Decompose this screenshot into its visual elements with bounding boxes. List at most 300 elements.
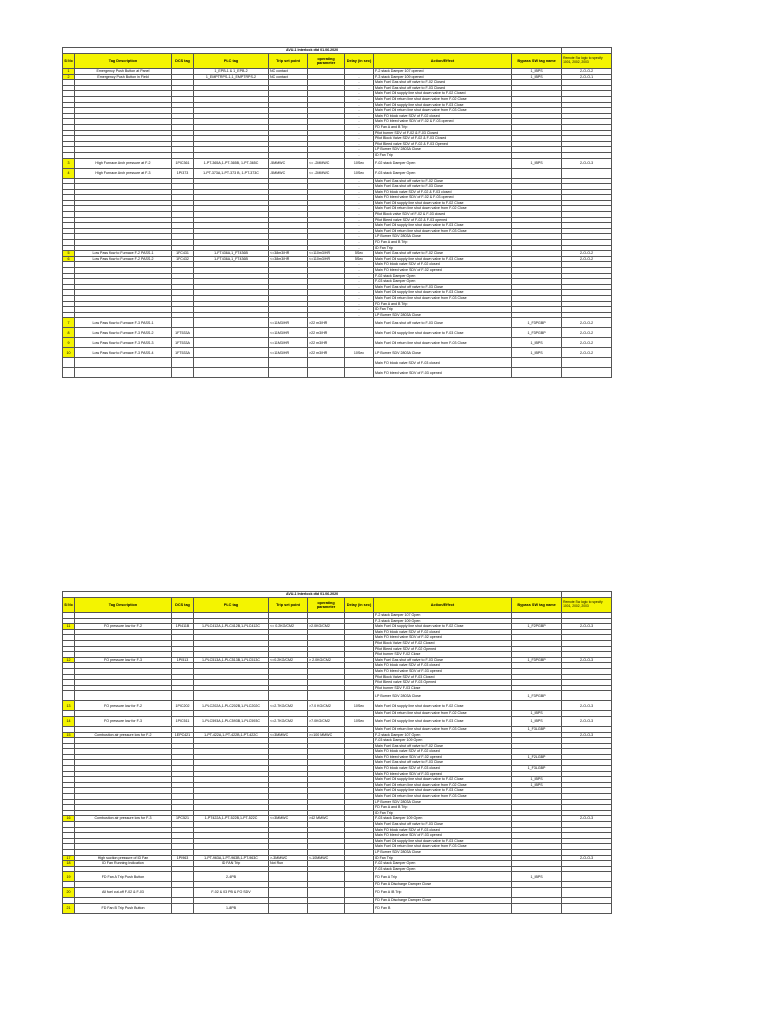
cell-action: Pilot Block Valve SDV of F-03 Closed [374,674,512,680]
cell-delay: - [345,240,374,246]
cell-operating-parameter: <-10MMWC [308,855,345,861]
cell-bypass: 1_IBPS [512,777,562,783]
table-row [63,701,612,711]
cell-remote [562,358,612,368]
cell-bypass: 1_IBPS [512,74,562,80]
cell-remote: 2-O-O-3 [562,716,612,726]
cell-action: Main FO bleed valve SDV of F-03 opened [374,833,512,839]
cell-action: Main Fuel Oil return line shut down valve from F-03 Close [374,295,512,301]
cell-tag-description: High Furnace Arch pressure at F-2 [75,158,172,168]
cell-delay: - [345,273,374,279]
cell-sr: 4 [63,168,75,178]
cell-delay: - [345,152,374,158]
table-row [63,338,612,348]
col-action: Action/Effect [374,598,512,613]
cell-sr: 17 [63,855,75,861]
cell-bypass: 1_IBPS [512,338,562,348]
cell-action: Pilot Bleed valve SDV of F-02 & F-03 opened [374,217,512,223]
cell-delay: 10Sec [345,716,374,726]
cell-delay: 10Sec [345,348,374,358]
cell-dcs-tag [172,872,194,882]
cell-action: Main Fuel Oil return line shut down valve from F-03 Close [374,726,512,732]
cell-action: F-03 stack Damper 109 Open [374,738,512,744]
cell-action: FD Fan A /B Trip [374,887,512,897]
cell-action: Main Fuel Oil return line shut down valve from F-02 Close [374,206,512,212]
cell-tag-description: Emergency Push Button in Field [75,74,172,80]
cell-remote [562,368,612,378]
col-remote: Remote Sw logic to specify 1001, 2002, 2003 [562,598,612,613]
interlock-sheet-2 [62,591,611,914]
cell-remote: 2-O-O-2 [562,318,612,328]
cell-tag-description: FO pressure low for F-2 [75,701,172,711]
cell-action: F-3 stack Damper 109 opened [374,74,512,80]
cell-tag-description: Low Pass flow to Furnace F-2 PASS-2 [75,256,172,262]
cell-delay [345,691,374,701]
cell-tag-description: Low Pass flow to Furnace F-3 PASS-4 [75,348,172,358]
col-delay: Delay (in sec) [345,54,374,69]
cell-tag-description: Low Pass flow to Furnace F-2 PASS-1 [75,251,172,257]
cell-delay [345,318,374,328]
cell-delay: - [345,189,374,195]
table-row [63,328,612,338]
cell-dcs-tag: 1EPC421 [172,732,194,738]
cell-dcs-tag: 1PI373 [172,168,194,178]
cell-action: Main Fuel Oil return line shut down valve from F-02 Close [374,711,512,717]
cell-plc-tag: 1-PLC513A,1-PLC513B,1-PLC513C [194,657,269,663]
cell-remote [562,887,612,897]
cell-remote [562,872,612,882]
col-remote: Remote Sw logic to specify 1001, 2002, 2003 [562,54,612,69]
cell-sr: 19 [63,872,75,882]
cell-action: F-02 stack Damper Open [374,158,512,168]
cell-bypass: 1_IBPS [512,69,562,75]
cell-action: FD Fan A and B Trip [374,124,512,130]
cell-action: Main FO block valve SDV of F-03 closed [374,358,512,368]
cell-action: Main Fuel Gas shut off valve to F-03 Closed [374,85,512,91]
cell-dcs-tag: 1FT533A [172,348,194,358]
table-body [63,69,612,378]
cell-sr: 12 [63,657,75,663]
cell-action: Main FO bleed valve SDV of F-03 opened [374,368,512,378]
cell-trip-set-point: <=11M3/HR [269,348,308,358]
cell-dcs-tag: 1PIC202 [172,701,194,711]
cell-plc-tag: 2-4PB [194,872,269,882]
cell-trip-set-point: <=2.7KG/CM2 [269,701,308,711]
cell-tag-description [75,368,172,378]
cell-bypass [512,887,562,897]
cell-operating-parameter: >2.0KG/CM2 [308,624,345,630]
cell-dcs-tag: 1FC432 [172,256,194,262]
cell-plc-tag: 1_EMPTRPS-1,1_EMPTRPS-2 [194,74,269,80]
cell-operating-parameter: >22 m3/HR [308,328,345,338]
cell-delay: - [345,245,374,251]
cell-operating-parameter: >7.0 KG/CM2 [308,701,345,711]
cell-action: Pilot burner SDV of F-02 & F-03 Closed [374,130,512,136]
cell-delay [345,328,374,338]
cell-operating-parameter [308,368,345,378]
cell-action: Main Fuel Oil return line shut down valve from F-03 Close [374,338,512,348]
cell-action: Main FO block valve SDV of F-02 closed [374,113,512,119]
col-delay: Delay (in sec) [345,598,374,613]
cell-bypass [512,903,562,913]
col-operating-parameter: operating parameter [308,54,345,69]
cell-delay: - [345,130,374,136]
table-row [63,691,612,701]
cell-tag-description: Low Pass flow to Furnace F-3 PASS-1 [75,318,172,328]
cell-tag-description: FD Fan B Trip Push Button [75,903,172,913]
cell-action: Pilot Block Valve SDV of F-02 & F-03 Closed [374,136,512,142]
col-tag-description: Tag Description [75,54,172,69]
interlock-table [62,47,612,378]
cell-action: Main Fuel Oil return line shut down valve from F-02 Close [374,96,512,102]
cell-plc-tag: 1-PT-422A,1-PT-422B,1-PT-422C [194,732,269,738]
cell-action: Main FO block valve SDV of F-03 closed [374,827,512,833]
cell-action: Main Fuel Gas shut off valve to F-02 Close [374,743,512,749]
cell-operating-parameter: >22 m3/HR [308,338,345,348]
cell-dcs-tag: 1PI513 [172,657,194,663]
cell-bypass: 1_F3PGBP [512,657,562,663]
cell-delay: - [345,119,374,125]
cell-action: Main Fuel Gas shut off valve to F-02 Close [374,178,512,184]
cell-trip-set-point [269,887,308,897]
cell-action: Main Fuel Oil supply line shut down valve to F-02 Closed [374,91,512,97]
cell-action: F-02 stack Damper Open [374,273,512,279]
cell-dcs-tag [172,318,194,328]
cell-action: FD Fan A and B Trip [374,805,512,811]
cell-operating-parameter [308,358,345,368]
cell-operating-parameter: <= -2MMWC [308,158,345,168]
col-dcs-tag: DCS tag [172,54,194,69]
cell-tag-description: Combustion air pressure low for F-3 [75,816,172,822]
cell-plc-tag: 1-PLC412A,1-PLC412B,1-PLC412C [194,624,269,630]
cell-trip-set-point: >-3MMWC [269,855,308,861]
cell-plc-tag: 1-FT436A,1_FT436B [194,251,269,257]
cell-bypass: 1_F3PGBP [512,691,562,701]
cell-tag-description: Low Pass flow to Furnace F-3 PASS-3 [75,338,172,348]
col-sr: Sl No [63,54,75,69]
cell-trip-set-point: Not Run [269,861,308,867]
cell-action: FD Fan B [374,903,512,913]
table-row [63,368,612,378]
cell-delay: - [345,85,374,91]
table-row [63,872,612,882]
cell-bypass: 1_IBPS [512,782,562,788]
cell-tag-description: FO pressure low for F-3 [75,716,172,726]
cell-delay [345,872,374,882]
col-action: Action/Effect [374,54,512,69]
table-row [63,348,612,358]
cell-delay: - [345,136,374,142]
cell-bypass [512,168,562,178]
cell-delay: 10Sec [345,158,374,168]
cell-action: Main Fuel Gas shut off valve to F-03 Close [374,760,512,766]
cell-trip-set-point: <=11M3/HR [269,328,308,338]
cell-action: Main Fuel Oil supply line shut down valve to F-03 Close [374,716,512,726]
cell-operating-parameter: > 2.0KG/CM2 [308,657,345,663]
cell-remote [562,691,612,701]
cell-sr: 18 [63,861,75,867]
cell-action: Main Fuel Oil return line shut down valve from F-03 Close [374,228,512,234]
cell-remote: 2-O-O-3 [562,816,612,822]
cell-action: Main Fuel Oil supply line shut down valve to F-02 Close [374,777,512,783]
cell-dcs-tag [172,903,194,913]
cell-delay: - [345,284,374,290]
cell-remote [562,903,612,913]
cell-action: FD Fan A and B Trip [374,240,512,246]
cell-action: Main FO block valve SDV of F-02 closed [374,262,512,268]
cell-action: Pilot Bleed valve SDV of F-02 Opened [374,646,512,652]
cell-delay: - [345,301,374,307]
cell-remote: 2-O-O-3 [562,855,612,861]
cell-plc-tag: 1-PLC593A,1-PLC593B,1-PLC593C [194,716,269,726]
col-trip-set-point: Trip set point [269,54,308,69]
cell-tag-description: FD Fan A Trip Push Button [75,872,172,882]
cell-plc-tag: ID FAN Trip [194,861,269,867]
cell-action: FD Fan A and B Trip [374,301,512,307]
cell-sr: 20 [63,887,75,897]
cell-operating-parameter: >7.0KG/CM2 [308,716,345,726]
cell-remote: 2-O-O-1 [562,74,612,80]
cell-sr: 7 [63,318,75,328]
cell-action: LP Burner SDV 2803A Close [374,799,512,805]
cell-action: Main Fuel Oil supply line shut down valve to F-03 Close [374,838,512,844]
cell-bypass: 1_IBPS [512,872,562,882]
cell-sr: 9 [63,338,75,348]
cell-delay: - [345,96,374,102]
cell-action: Main FO block valve SDV of F-02 closed [374,629,512,635]
cell-delay: 5Sec [345,251,374,257]
table-row [63,168,612,178]
cell-dcs-tag [172,691,194,701]
cell-action: Main Fuel Oil supply line shut down valve to F-03 Close [374,256,512,262]
cell-action: Main FO block valve SDV of F-02 & F-03 closed [374,189,512,195]
cell-delay: - [345,178,374,184]
cell-plc-tag: 1-FT436A,1_FT436B [194,256,269,262]
cell-action: ID Fan Trip [374,152,512,158]
cell-plc-tag: 1-PT-373A,1-PT-373 B, 1-PT-373C [194,168,269,178]
cell-action: Main FO bleed valve SDV of F-02 opened [374,635,512,641]
col-operating-parameter: operating parameter [308,598,345,613]
cell-delay: - [345,74,374,80]
cell-bypass: 1_IBPS [512,348,562,358]
cell-sr: 1 [63,69,75,75]
cell-trip-set-point: <=11M3/HR [269,338,308,348]
cell-remote [562,168,612,178]
cell-delay: - [345,212,374,218]
cell-tag-description [75,358,172,368]
interlock-sheet-1 [62,47,611,378]
cell-delay: - [345,307,374,313]
cell-delay [345,358,374,368]
table-row [63,716,612,726]
cell-sr: 11 [63,624,75,630]
table-body [63,613,612,914]
cell-remote: 2-O-O-3 [562,158,612,168]
cell-tag-description: High suction pressure of ID Fan [75,855,172,861]
cell-sr [63,368,75,378]
cell-action: Main FO bleed valve SDV of F-03 opened [374,668,512,674]
sheet-title: AVU-1 Interlock dtd 01.06.2020 [63,48,562,54]
cell-action: Main FO block valve SDV of F-02 closed [374,749,512,755]
sheet-title: AVU-1 Interlock dtd 01.06.2020 [63,592,562,598]
cell-bypass: 1_F3LGBP [512,766,562,772]
cell-action: LP Burner SDV 2803A Close [374,849,512,855]
cell-delay: - [345,228,374,234]
cell-tag-description: All fuel cut-off F-02 & F-03 [75,887,172,897]
cell-plc-tag: 1-8PB [194,903,269,913]
cell-delay: 10Sec [345,701,374,711]
cell-dcs-tag [172,887,194,897]
cell-tag-description: High Furnace Arch pressure at F-3 [75,168,172,178]
cell-plc-tag: 1_EPB-1 & 1_EPB-2 [194,69,269,75]
cell-delay: - [345,200,374,206]
cell-delay: - [345,102,374,108]
cell-remote: 2-O-O-2 [562,348,612,358]
cell-delay: - [345,223,374,229]
cell-tag-description: FO pressure low for F-3 [75,657,172,663]
col-bypass: Bypass SW tag name [512,598,562,613]
cell-remote: 2-O-O-3 [562,732,612,738]
cell-action: Main Fuel Oil return line shut down valve from F-03 Close [374,794,512,800]
cell-action: Main Fuel Oil return line shut down valve from F-02 Close [374,782,512,788]
cell-dcs-tag: 1PIC511 [172,716,194,726]
cell-sr: 21 [63,903,75,913]
cell-plc-tag: 1-PT422A,1-PT-522B,1-PT-522C [194,816,269,822]
cell-action: LP Burner SDV 2803A Close [374,234,512,240]
cell-delay: - [345,141,374,147]
cell-sr: 3 [63,158,75,168]
cell-operating-parameter: >42 MMWC [308,816,345,822]
cell-action: Main FO bleed valve SDV of F-02 opened [374,268,512,274]
table-row [63,887,612,897]
cell-trip-set-point [269,872,308,882]
cell-trip-set-point: <=38m3/HR [269,256,308,262]
cell-operating-parameter [308,872,345,882]
cell-operating-parameter: <=110m3/HR [308,251,345,257]
cell-remote: 2-O-O-2 [562,338,612,348]
cell-remote: 2-O-O-2 [562,69,612,75]
cell-action: ID Fan Trip [374,245,512,251]
cell-action: Main Fuel Gas shut off valve to F-03 Close [374,284,512,290]
cell-action: F-03 stack Damper Open [374,866,512,872]
cell-trip-set-point [269,691,308,701]
cell-remote: 2-O-O-3 [562,624,612,630]
cell-action: Main Fuel Oil supply line shut down valve to F-03 Close [374,223,512,229]
cell-action: Main FO bleed valve SDV of F-03 opened [374,771,512,777]
cell-sr: 6 [63,256,75,262]
cell-dcs-tag: 1FT533A [172,338,194,348]
cell-trip-set-point: <=0.2KG/CM2 [269,657,308,663]
cell-trip-set-point: -5MMWC [269,158,308,168]
cell-plc-tag [194,358,269,368]
cell-trip-set-point: <=3MMWC [269,816,308,822]
cell-dcs-tag: 1FC431 [172,251,194,257]
cell-operating-parameter: <= -2MMWC [308,168,345,178]
cell-sr: 10 [63,348,75,358]
cell-sr: 5 [63,251,75,257]
cell-action: Main Fuel Gas shut off valve to F-03 Close [374,657,512,663]
cell-delay: 5Sec [345,256,374,262]
cell-action: Main FO block valve SDV of F-03 closed [374,663,512,669]
cell-delay: - [345,80,374,86]
cell-action: Main Fuel Oil supply line shut down valve to F-03 Close [374,328,512,338]
cell-delay: - [345,234,374,240]
cell-action: LP Burner SDV 2803A Close [374,691,512,701]
cell-delay: - [345,206,374,212]
cell-sr: 2 [63,74,75,80]
col-sr: Sl No [63,598,75,613]
cell-trip-set-point: <=11M3/HR [269,318,308,328]
cell-operating-parameter: >=100 MMWC [308,732,345,738]
cell-delay [345,368,374,378]
cell-dcs-tag: 1PI411B [172,624,194,630]
cell-action: F-03 stack Damper 109 Open [374,816,512,822]
cell-trip-set-point: <= 0.2KG/CM2 [269,624,308,630]
cell-action: Main Fuel Gas shut off valve to F-03 Close [374,318,512,328]
cell-dcs-tag: 1PI963 [172,855,194,861]
cell-action: F-03 stack Damper Open [374,279,512,285]
cell-bypass: 1_IBPS [512,716,562,726]
cell-action: Main Fuel Gas shut off valve to F-03 Close [374,822,512,828]
col-tag-description: Tag Description [75,598,172,613]
cell-action: F-03 stack Damper Open [374,168,512,178]
cell-bypass: 1_F2PGBP [512,624,562,630]
cell-action: Main Fuel Gas shut off valve to F-02 Closed [374,80,512,86]
cell-plc-tag: 1-PLC202A,1-PLC202B,1-PLC202C [194,701,269,711]
cell-action: LP Burner SDV 2803A Close [374,348,512,358]
cell-trip-set-point: <=3MMWC [269,732,308,738]
cell-remote: 2-O-O-3 [562,657,612,663]
cell-trip-set-point: <=38m3/HR [269,251,308,257]
cell-action: FD Fan A Trip [374,872,512,882]
cell-action: Main Fuel Gas shut off valve to F-03 Close [374,184,512,190]
cell-action: Main FO bleed valve SDV of F-02 & F-03 opened [374,195,512,201]
cell-action: Main Fuel Oil supply line shut down valve to F-03 Close [374,290,512,296]
cell-trip-set-point [269,358,308,368]
cell-operating-parameter: <=110m3/HR [308,256,345,262]
cell-remote: 2-O-O-3 [562,701,612,711]
cell-delay: - [345,113,374,119]
cell-bypass: 1_IBPS [512,711,562,717]
cell-delay: - [345,124,374,130]
cell-action: F-02 stack Damper Open [374,861,512,867]
cell-delay: - [345,268,374,274]
cell-delay: - [345,91,374,97]
cell-action: Pilot burner SDV F-03 Close [374,685,512,691]
cell-delay: 10Sec [345,168,374,178]
cell-action: Main Fuel Gas shut off valve to F-02 Close [374,251,512,257]
col-plc-tag: PLC tag [194,598,269,613]
cell-trip-set-point [269,368,308,378]
cell-operating-parameter: >22 m3/HR [308,318,345,328]
cell-dcs-tag [172,358,194,368]
cell-tag-description: FO pressure low for F-2 [75,624,172,630]
cell-dcs-tag: 1PIC361 [172,158,194,168]
cell-plc-tag: F-02 & 03 PB & FO SDV [194,887,269,897]
cell-bypass [512,358,562,368]
cell-dcs-tag [172,368,194,378]
cell-action: Main Fuel Oil supply line shut down valve to F-02 Close [374,701,512,711]
cell-trip-set-point: NC contact [269,74,308,80]
cell-operating-parameter: >22 m3/HR [308,348,345,358]
cell-sr [63,358,75,368]
cell-action: Main Fuel Oil supply line shut down valve to F-02 Close [374,200,512,206]
cell-action: Pilot Bleed valve SDV of F-02 & F-03 Opened [374,141,512,147]
cell-tag-description: Emergency Push Button at Panel [75,69,172,75]
cell-action: F-3 stack Damper 109 Open [374,618,512,624]
cell-delay: - [345,108,374,114]
cell-action: F-2 stack Damper 107 opened [374,69,512,75]
